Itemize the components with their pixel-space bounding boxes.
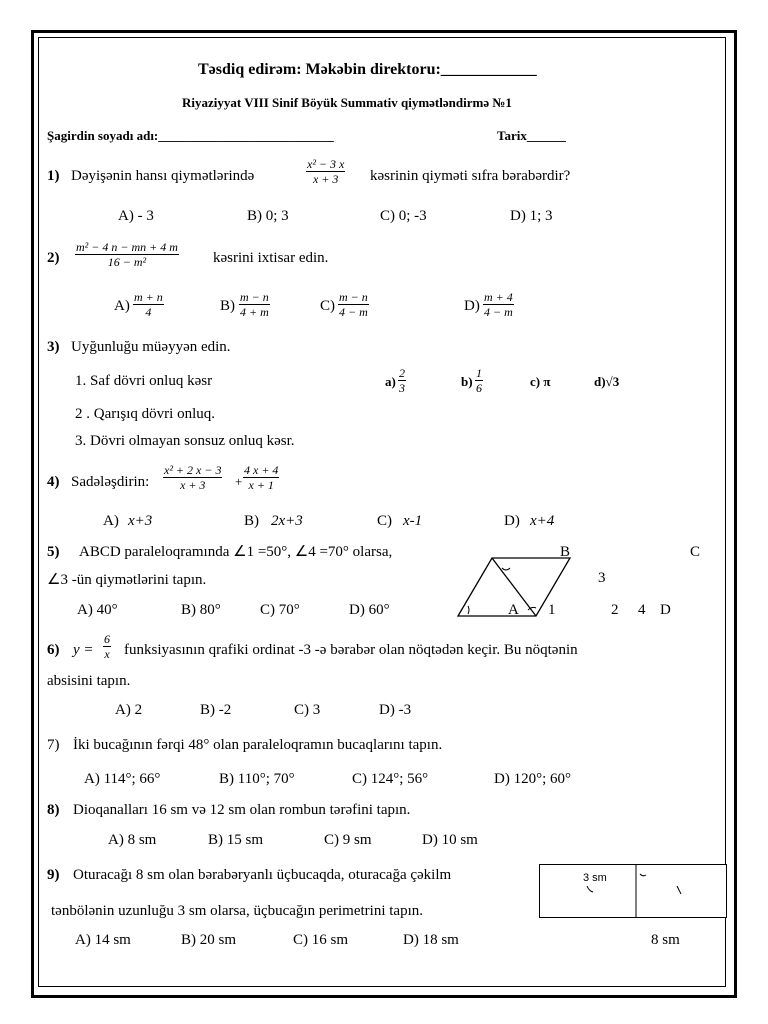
q3-option-a-label: a) [385,374,396,389]
q7-number: 7) [47,737,60,753]
q6-fraction [103,632,111,661]
q2-option-c-fraction [338,290,369,319]
q2-fraction-denominator: 16 − m² [107,255,147,269]
q9-figure-base-label: 8 sm [651,932,680,948]
q1-option-a: A) - 3 [118,208,154,224]
q5-option-d: D) 60° [349,602,390,618]
q5-option-b: B) 80° [181,602,221,618]
q9-line-2: tənbölənin uzunluğu 3 sm olarsa, üçbucağın perimetrini tapın. [51,903,423,919]
q1-option-d: D) 1; 3 [510,208,553,224]
q5-line-1: ABCD paraleloqramında ∠1 =50°, ∠4 =70° olarsa, [79,544,393,560]
q5-option-c: C) 70° [260,602,300,618]
angle-mark-top [502,568,510,570]
angle-mark-bottom-left [468,606,469,614]
q9-option-b: B) 20 sm [181,932,237,948]
q4-fraction-1 [163,463,222,492]
q9-line-1: Oturacağı 8 sm olan bərabəryanlı üçbucaqda, oturacağa çəkilm [73,867,452,883]
q4-fraction-2 [243,463,279,492]
q3-option-a-fraction [398,366,406,395]
q3-option-a-denominator: 3 [399,381,405,395]
q3-option-c: c) π [530,374,551,389]
q6-fraction-denominator: x [104,647,110,661]
q7-option-c: C) 124°; 56° [352,771,429,787]
q2-option-a-denominator: 4 [145,305,152,319]
q1-option-c: C) 0; -3 [380,208,427,224]
q9-figure-height-label: 3 sm [583,872,607,884]
q5-number: 5) [47,544,60,560]
triangle-figure [539,864,728,919]
q6-option-a: A) 2 [115,702,143,718]
q9-number: 9) [47,867,60,883]
q2-option-c-numerator: m − n [339,290,368,304]
angle-label-4: 4 [638,602,646,618]
q2-option-c-denominator: 4 − m [339,305,368,319]
q4-option-d-value: x+4 [530,513,555,529]
student-name-field: Şagirdin soyadı adı:___________________________ [47,128,334,143]
q7-option-a: A) 114°; 66° [84,771,161,787]
q6-fraction-numerator: 6 [104,632,110,646]
q4-fraction-1-denominator: x + 3 [180,478,206,492]
triangle-figure-box [540,865,727,918]
q3-option-b-numerator: 1 [476,366,482,380]
q5-line-2: ∠3 -ün qiymətlərini tapın. [47,572,207,588]
q9-option-a: A) 14 sm [75,932,131,948]
q4-fraction-1-numerator: x² + 2 x − 3 [164,463,222,477]
q2-option-a-fraction [133,290,164,319]
q4-fraction-2-denominator: x + 1 [248,478,274,492]
q1-fraction-numerator: x² − 3 x [307,157,345,171]
q8-option-a: A) 8 sm [108,832,157,848]
q1-fraction [306,157,345,186]
document-title: Təsdiq edirəm: Məkəbin direktoru:____________ [198,61,537,78]
q4-plus: + [235,474,243,489]
q7-option-b: B) 110°; 70° [219,771,295,787]
q4-option-c-label: C) [377,513,392,529]
q6-number: 6) [47,642,60,658]
q3-item-3: 3. Dövri olmayan sonsuz onluq kəsr. [75,433,295,449]
q2-option-a-label: A) [114,298,130,314]
q2-option-d-denominator: 4 − m [484,305,513,319]
q6-line-2: absisini tapın. [47,673,131,689]
q2-fraction [75,240,179,269]
q4-option-a-label: A) [103,513,119,529]
q6-option-c: C) 3 [294,702,321,718]
q3-option-a-numerator: 2 [399,366,405,380]
q4-option-b-label: B) [244,513,259,529]
q6-equation: y = [73,642,94,658]
q3-option-b-label: b) [461,374,473,389]
q2-option-d-fraction [483,290,514,319]
angle-label-2: 2 [611,602,619,618]
q2-option-b-label: B) [220,298,235,314]
q9-option-d: D) 18 sm [403,932,459,948]
q4-option-d-label: D) [504,513,520,529]
q2-option-d-label: D) [464,298,480,314]
q9-option-c: C) 16 sm [293,932,349,948]
q7-option-d: D) 120°; 60° [494,771,571,787]
q2-option-b-denominator: 4 + m [240,305,269,319]
q4-fraction-2-numerator: 4 x + 4 [244,463,279,477]
q4-text: Sadələşdirin: [71,474,150,490]
q1-option-b: B) 0; 3 [247,208,289,224]
q5-option-a: A) 40° [77,602,118,618]
q2-text: kəsrini ixtisar edin. [213,250,329,266]
q2-option-b-numerator: m − n [240,290,269,304]
vertex-label-d: D [660,602,671,618]
q6-option-b: B) -2 [200,702,232,718]
q1-number: 1) [47,168,60,184]
q4-number: 4) [47,474,60,490]
q2-number: 2) [47,250,60,266]
q3-option-b-denominator: 6 [476,381,482,395]
q3-text: Uyğunluğu müəyyən edin. [71,339,231,355]
parallelogram-figure [450,544,720,623]
q2-option-c-label: C) [320,298,335,314]
q1-text-after: kəsrinin qiyməti sıfra bərabərdir? [370,168,571,184]
q8-text: Dioqanalları 16 sm və 12 sm olan rombun tərəfini tapın. [73,802,411,818]
q3-number: 3) [47,339,60,355]
q3-option-b-fraction [475,366,483,395]
q4-option-a-value: x+3 [128,513,153,529]
q4-option-b-value: 2x+3 [271,513,303,529]
q3-item-1: 1. Saf dövri onluq kəsr [75,373,213,389]
q1-fraction-denominator: x + 3 [312,172,339,186]
q8-option-c: C) 9 sm [324,832,372,848]
q7-text: İki bucağının fərqi 48° olan paraleloqramın bucaqlarını tapın. [73,737,443,753]
angle-label-3: 3 [598,570,606,586]
q3-option-d: d)√3 [594,374,620,389]
q2-fraction-numerator: m² − 4 n − mn + 4 m [76,240,178,254]
vertex-label-b: B [560,544,571,560]
q8-option-b: B) 15 sm [208,832,264,848]
angle-label-1: 1 [548,602,556,618]
q4-option-c-value: x-1 [403,513,423,529]
q2-option-b-fraction [239,290,270,319]
q8-option-d: D) 10 sm [422,832,478,848]
document-subtitle: Riyaziyyat VIII Sinif Böyük Summativ qiymətləndirmə №1 [182,95,512,110]
vertex-label-c: C [690,544,701,560]
date-field: Tarix______ [497,128,566,143]
q8-number: 8) [47,802,60,818]
q2-option-d-numerator: m + 4 [484,290,513,304]
q6-line-1: funksiyasının qrafiki ordinat -3 -ə bərabər olan nöqtədən keçir. Bu nöqtənin [124,642,578,658]
q6-option-d: D) -3 [379,702,412,718]
q1-text-before: Dəyişənin hansı qiymətlərində [71,168,255,184]
vertex-label-a: A [508,602,519,618]
q2-option-a-numerator: m + n [134,290,163,304]
q3-item-2: 2 . Qarışıq dövri onluq. [75,406,215,422]
